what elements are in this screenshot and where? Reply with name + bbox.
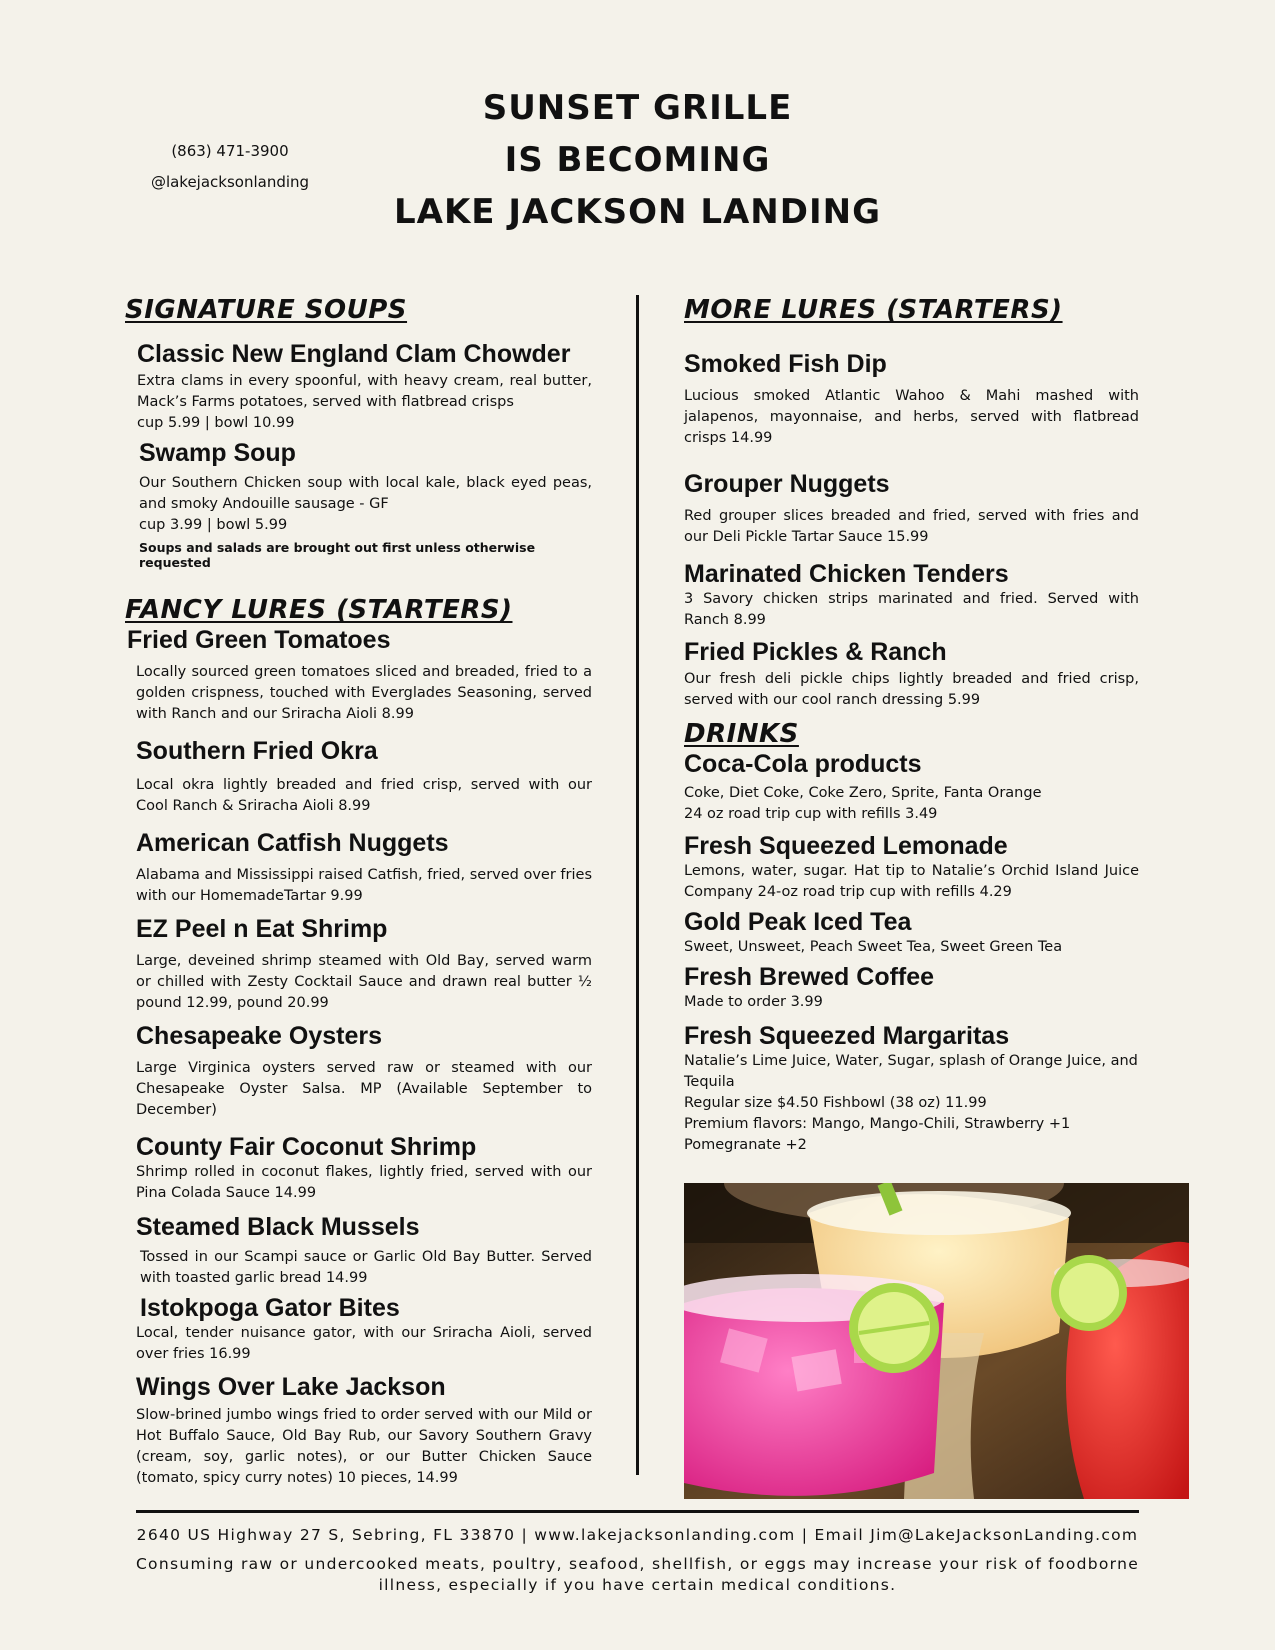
menu-item: [684, 349, 1139, 449]
menu-item: [136, 1132, 592, 1204]
item-name: Fried Green Tomatoes: [127, 626, 391, 654]
item-desc: Local, tender nuisance gator, with our Sriracha Aioli, served over fries 16.99: [136, 1325, 592, 1362]
item-desc-extra: Regular size $4.50 Fishbowl (38 oz) 11.99: [684, 1095, 987, 1111]
social-handle: @lakejacksonlanding: [150, 173, 310, 191]
soups-note: Soups and salads are brought out first unless otherwise requested: [139, 540, 536, 570]
item-name: Gold Peak Iced Tea: [684, 908, 912, 936]
item-desc: Lucious smoked Atlantic Wahoo & Mahi mashed with jalapenos, mayonnaise, and herbs, served with flatbread crisps 14.99: [684, 388, 1139, 446]
item-desc: 3 Savory chicken strips marinated and fried. Served with Ranch 8.99: [684, 591, 1139, 628]
footer-address: 2640 US Highway 27 S, Sebring, FL 33870 | www.lakejacksonlanding.com | Email Jim@LakeJacksonLanding.com: [136, 1526, 1139, 1544]
item-desc: Slow-brined jumbo wings fried to order served with our Mild or Hot Buffalo Sauce, Old Bay Rub, our Savory Southern Gravy (cream, soy, garlic notes), or our Butter Chicken Sauce (tomato, spicy curry notes) 10 pieces, 14.99: [136, 1407, 592, 1486]
menu-item: [684, 469, 1139, 548]
item-desc: Our fresh deli pickle chips lightly breaded and fried crisp, served with our cool ranch dressing 5.99: [684, 671, 1139, 708]
item-desc: Our Southern Chicken soup with local kale, black eyed peas, and smoky Andouille sausage - GF: [139, 475, 592, 512]
contact-block: [120, 136, 340, 198]
item-desc: Red grouper slices breaded and fried, served with fries and our Deli Pickle Tartar Sauce 15.99: [684, 508, 1139, 545]
menu-item: [684, 962, 1139, 1013]
menu-item: [136, 1021, 592, 1121]
item-name: EZ Peel n Eat Shrimp: [136, 915, 388, 943]
item-desc-extra: 24 oz road trip cup with refills 3.49: [684, 806, 938, 822]
more-starters-heading: MORE LURES (STARTERS): [684, 295, 1063, 325]
item-name: Wings Over Lake Jackson: [136, 1373, 446, 1401]
title-line-3: LAKE JACKSON LANDING: [393, 192, 881, 232]
menu-item: [684, 831, 1139, 903]
item-desc: Sweet, Unsweet, Peach Sweet Tea, Sweet Green Tea: [684, 939, 1063, 955]
menu-item: [684, 1021, 1139, 1156]
menu-item: [136, 1293, 592, 1365]
item-name: Grouper Nuggets: [684, 470, 890, 498]
item-name: American Catfish Nuggets: [136, 829, 449, 857]
item-name: Istokpoga Gator Bites: [140, 1294, 400, 1322]
item-desc: Made to order 3.99: [684, 994, 823, 1010]
title-line-1: SUNSET GRILLE: [482, 88, 793, 128]
item-price: cup 5.99 | bowl 10.99: [137, 415, 295, 431]
item-name: Swamp Soup: [139, 439, 296, 467]
column-divider: [636, 295, 639, 1475]
page-title: [380, 82, 895, 238]
item-desc: Locally sourced green tomatoes sliced and breaded, fried to a golden crispness, touched with Everglades Seasoning, served with Ranch and our Sriracha Aioli 8.99: [136, 664, 592, 722]
item-name: Steamed Black Mussels: [136, 1213, 420, 1241]
left-column: [127, 295, 592, 1489]
item-name: Marinated Chicken Tenders: [684, 560, 1009, 588]
item-desc: Lemons, water, sugar. Hat tip to Natalie’s Orchid Island Juice Company 24-oz road trip cup with refills 4.29: [684, 863, 1139, 900]
item-name: Fresh Brewed Coffee: [684, 963, 935, 991]
item-desc-extra: Premium flavors: Mango, Mango-Chili, Strawberry +1 Pomegranate +2: [684, 1116, 1071, 1153]
item-name: Classic New England Clam Chowder: [137, 340, 571, 368]
item-desc: Local okra lightly breaded and fried crisp, served with our Cool Ranch & Sriracha Aioli 8.99: [136, 777, 592, 814]
food-safety-warning: Consuming raw or undercooked meats, poultry, seafood, shellfish, or eggs may increase your risk of foodborne illness, especially if you have certain medical conditions.: [135, 1555, 1140, 1594]
item-name: Fresh Squeezed Lemonade: [684, 832, 1008, 860]
drinks-heading: DRINKS: [684, 719, 799, 749]
menu-item: [137, 339, 592, 434]
soups-heading: SIGNATURE SOUPS: [125, 295, 408, 325]
item-desc: Tossed in our Scampi sauce or Garlic Old Bay Butter. Served with toasted garlic bread 14.99: [140, 1249, 592, 1286]
item-desc: Extra clams in every spoonful, with heavy cream, real butter, Mack’s Farms potatoes, served with flatbread crisps: [137, 373, 592, 410]
item-price: cup 3.99 | bowl 5.99: [139, 517, 288, 533]
item-name: Chesapeake Oysters: [136, 1022, 382, 1050]
margarita-photo: [684, 1183, 1189, 1499]
menu-item: [136, 1372, 592, 1489]
menu-item: [684, 907, 1139, 958]
menu-item: [136, 736, 592, 817]
item-name: Coca-Cola products: [684, 750, 922, 778]
item-desc: Large Virginica oysters served raw or steamed with our Chesapeake Oyster Salsa. MP (Available September to December): [136, 1060, 592, 1118]
menu-item: [684, 749, 1139, 825]
item-desc: Coke, Diet Coke, Coke Zero, Sprite, Fanta Orange: [684, 785, 1042, 801]
item-name: Southern Fried Okra: [136, 737, 378, 765]
item-name: Fresh Squeezed Margaritas: [684, 1022, 1010, 1050]
item-name: Fried Pickles & Ranch: [684, 638, 947, 666]
menu-item: [684, 559, 1139, 631]
menu-item: [136, 914, 592, 1014]
menu-item: [136, 828, 592, 907]
item-desc: Natalie’s Lime Juice, Water, Sugar, splash of Orange Juice, and Tequila: [684, 1053, 1138, 1090]
item-name: Smoked Fish Dip: [684, 350, 887, 378]
phone-number: (863) 471-3900: [171, 142, 289, 160]
item-desc: Alabama and Mississippi raised Catfish, fried, served over fries with our HomemadeTartar 9.99: [136, 867, 592, 904]
menu-item: [684, 637, 1139, 711]
item-desc: Shrimp rolled in coconut flakes, lightly fried, served with our Pina Colada Sauce 14.99: [136, 1164, 592, 1201]
title-line-2: IS BECOMING: [504, 140, 771, 180]
menu-item: [127, 625, 592, 725]
item-name: County Fair Coconut Shrimp: [136, 1133, 477, 1161]
right-column: [684, 295, 1139, 1156]
footer-rule: [136, 1510, 1139, 1513]
starters-heading: FANCY LURES (STARTERS): [125, 595, 513, 625]
menu-item: [136, 1212, 592, 1289]
item-desc: Large, deveined shrimp steamed with Old Bay, served warm or chilled with Zesty Cocktail Sauce and drawn real butter ½ pound 12.99, pound 20.99: [136, 953, 592, 1011]
menu-item: [139, 438, 592, 570]
